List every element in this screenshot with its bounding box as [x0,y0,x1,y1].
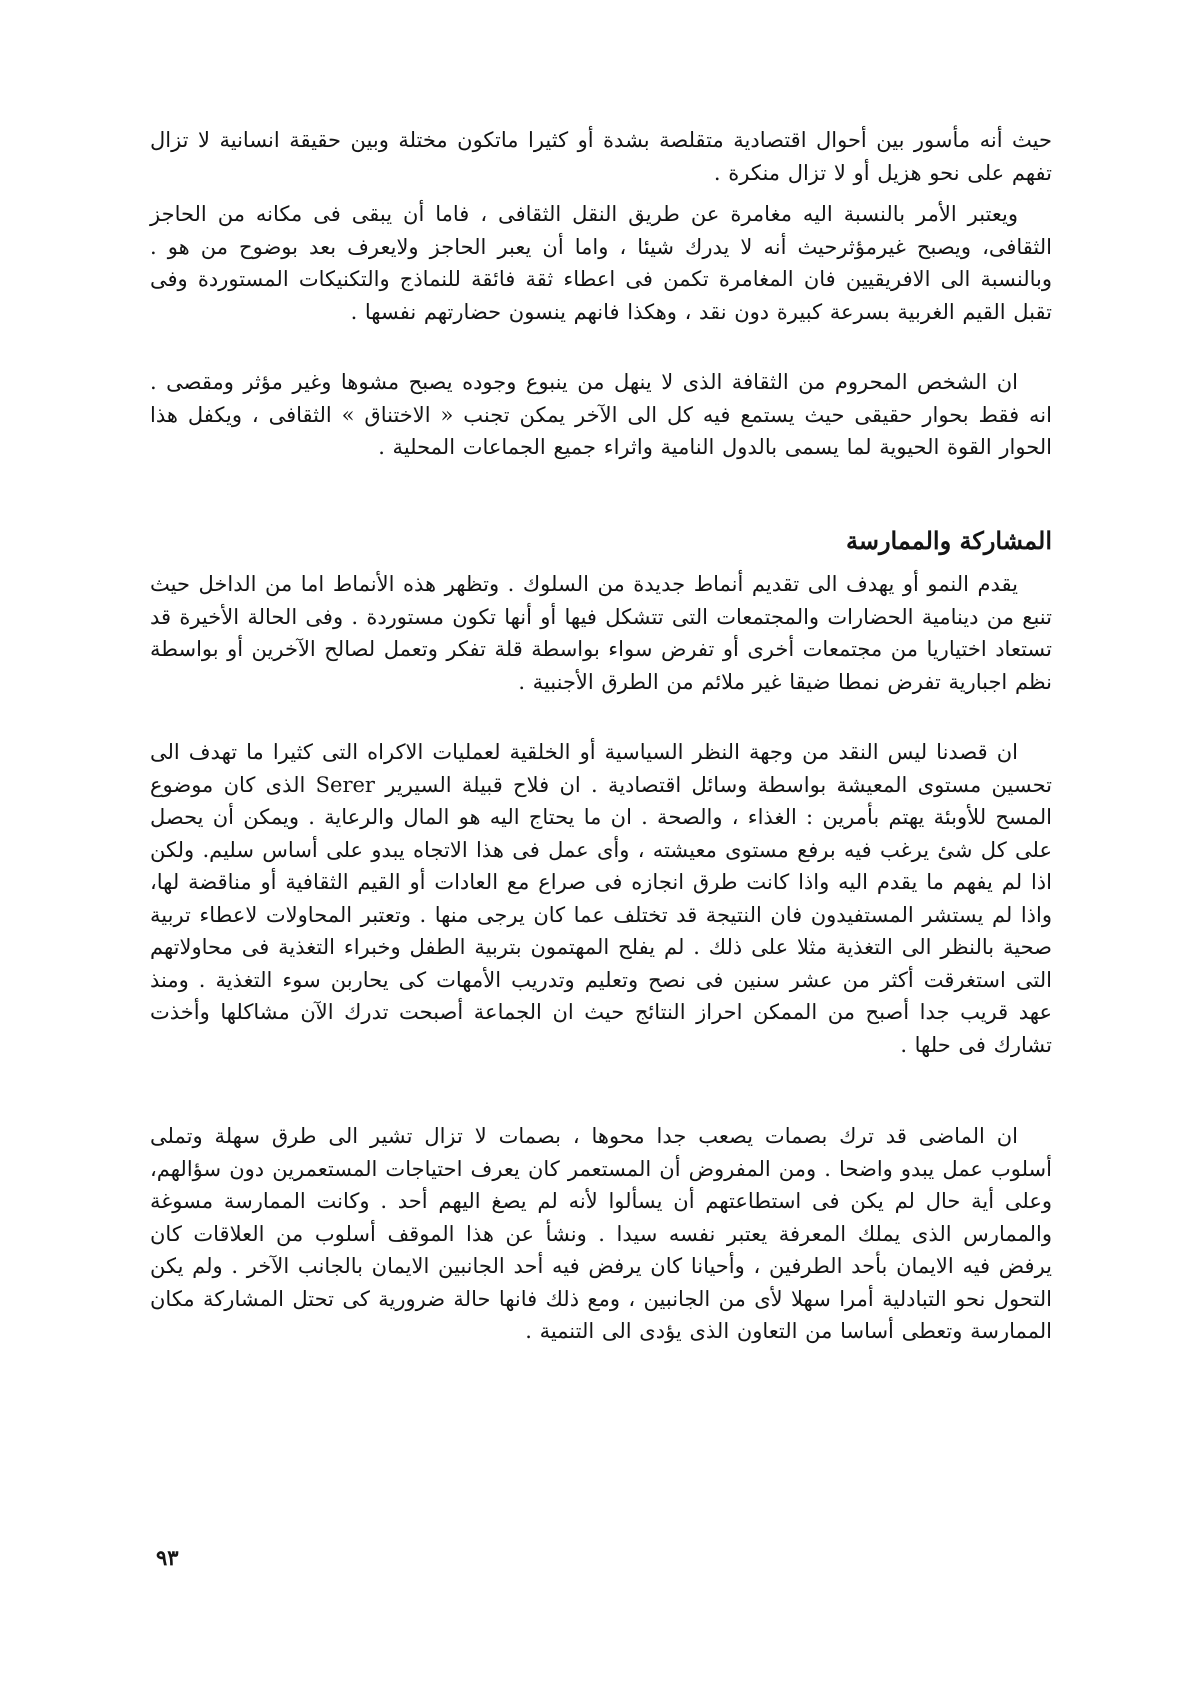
page-number: ٩٣ [156,1545,179,1570]
paragraph-4: يقدم النمو أو يهدف الى تقديم أنماط جديدة من السلوك . وتظهر هذه الأنماط اما من الداخل حيث تنبع من دينامية الحضارات والمجتمعات التى تتشكل فيها أو أنها تكون مستوردة . وفى الحالة الأخيرة قد تستعاد اختياريا من مجتمعات أخرى أو تفرض سواء بواسطة قلة تفكر وتعمل لصالح الآخرين أو بواسطة نظم اجبارية تفرض نمطا ضيقا غير ملائم من الطرق الأجنبية . [150,572,1052,694]
paragraph-2: ويعتبر الأمر بالنسبة اليه مغامرة عن طريق النقل الثقافى ، فاما أن يبقى فى مكانه من الحاجز الثقافى، ويصبح غيرمؤثرحيث أنه لا يدرك شيئا ، واما أن يعبر الحاجز ولايعرف بعد بوضوح من هو . وبالنسبة الى الافريقيين فان المغامرة تكمن فى اعطاء ثقة فائقة للنماذج والتكنيكات المستوردة وفى تقبل القيم الغربية بسرعة كبيرة دون نقد ، وهكذا فانهم ينسون حضارتهم نفسها . [150,202,1052,324]
paragraph-5: ان قصدنا ليس النقد من وجهة النظر السياسية أو الخلقية لعمليات الاكراه التى كثيرا ما تهدف الى تحسين مستوى المعيشة بواسطة وسائل اقتصادية . ان فلاح قبيلة السيرير Serer الذى كان موضوع المسح للأوبئة يهتم بأمرين : الغذاء ، والصحة . ان ما يحتاج اليه هو المال والرعاية . ويمكن أن يحصل على كل شئ يرغب فيه برفع مستوى معيشته ، وأى عمل فى هذا الاتجاه يبدو على أساس سليم. ولكن اذا لم يفهم ما يقدم اليه واذا كانت طرق انجازه فى صراع مع العادات أو القيم الثقافية أو مناقضة لها، واذا لم يستشر المستفيدون فان النتيجة قد تختلف عما كان يرجى منها . وتعتبر المحاولات لاعطاء تربية صحية بالنظر الى التغذية مثلا على ذلك . لم يفلح المهتمون بتربية الطفل وخبراء التغذية فى محاولاتهم التى استغرقت أكثر من عشر سنين فى نصح وتعليم وتدريب الأمهات كى يحاربن سوء التغذية . ومنذ عهد قريب جدا أصبح من الممكن احراز النتائج حيث ان الجماعة أصبحت تدرك الآن مشاكلها وأخذت تشارك فى حلها . [150,740,1052,1057]
paragraph-1: حيث أنه مأسور بين أحوال اقتصادية متقلصة بشدة أو كثيرا ماتكون مختلة وبين حقيقة انسانية لا تزال تفهم على نحو هزيل أو لا تزال منكرة . [150,128,1052,185]
paragraph-3: ان الشخص المحروم من الثقافة الذى لا ينهل من ينبوع وجوده يصبح مشوها وغير مؤثر ومقصى . انه فقط بحوار حقيقى حيث يستمع فيه كل الى الآخر يمكن تجنب « الاختناق » الثقافى ، ويكفل هذا الحوار القوة الحيوية لما يسمى بالدول النامية واثراء جميع الجماعات المحلية . [150,370,1052,459]
paragraph-6: ان الماضى قد ترك بصمات يصعب جدا محوها ، بصمات لا تزال تشير الى طرق سهلة وتملى أسلوب عمل يبدو واضحا . ومن المفروض أن المستعمر كان يعرف احتياجات المستعمرين دون سؤالهم، وعلى أية حال لم يكن فى استطاعتهم أن يسألوا لأنه لم يصغ اليهم أحد . وكانت الممارسة مسوغة والممارس الذى يملك المعرفة يعتبر نفسه سيدا . ونشأ عن هذا الموقف أسلوب من العلاقات كان يرفض فيه الايمان بأحد الطرفين ، وأحيانا كان يرفض فيه أحد الجانبين الايمان بالجانب الآخر . ولم يكن التحول نحو التبادلية أمرا سهلا لأى من الجانبين ، ومع ذلك فانها حالة ضرورية كى تحتل المشاركة مكان الممارسة وتعطى أساسا من التعاون الذى يؤدى الى التنمية . [150,1124,1052,1343]
page-body [150,0,1052,1540]
section-heading: المشاركة والممارسة [845,526,1052,555]
